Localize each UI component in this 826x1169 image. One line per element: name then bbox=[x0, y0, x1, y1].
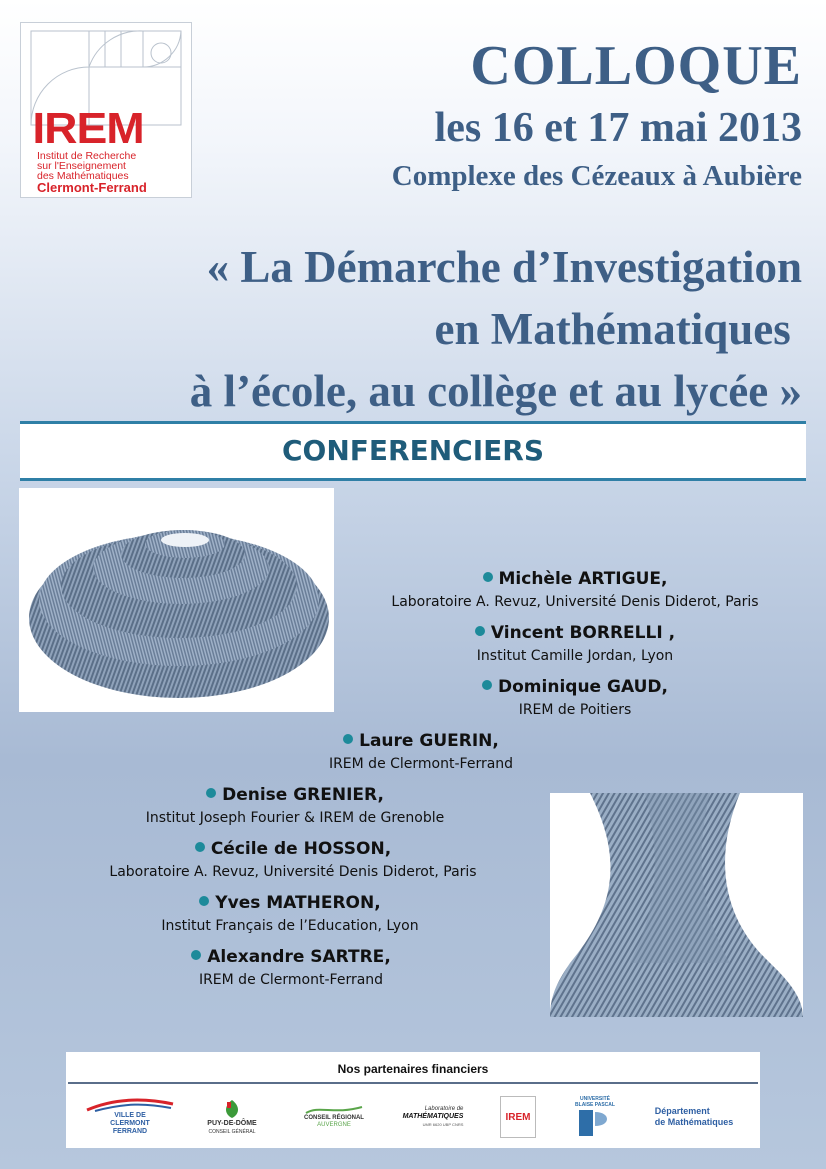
speaker-guerin bbox=[290, 729, 552, 775]
speaker-suffix: , bbox=[384, 839, 392, 859]
partner-text: BLAISE PASCAL bbox=[575, 1102, 615, 1108]
torus-image bbox=[19, 488, 334, 712]
event-theme bbox=[190, 236, 802, 422]
flat-torus-render-icon bbox=[19, 488, 334, 712]
partner-text: Laboratoire de bbox=[424, 1106, 464, 1112]
speaker-artigue bbox=[362, 567, 788, 613]
speaker-name bbox=[290, 729, 552, 753]
section-banner bbox=[20, 424, 806, 478]
speaker-suffix: , bbox=[492, 731, 499, 751]
irem-line-3: des Mathématiques bbox=[37, 170, 129, 182]
irem-line-1: Institut de Recherche bbox=[37, 150, 137, 162]
partner-ubp bbox=[558, 1092, 632, 1142]
speaker-name-text: Yves MATHERON bbox=[215, 893, 375, 913]
ubp-icon bbox=[575, 1108, 615, 1138]
bullet-icon bbox=[343, 734, 353, 744]
partners-title: Nos partenaires financiers bbox=[337, 1062, 489, 1076]
partner-irem bbox=[498, 1092, 538, 1142]
irem-city: Clermont-Ferrand bbox=[37, 180, 147, 195]
speaker-affiliation: Laboratoire A. Revuz, Université Denis Diderot, Paris bbox=[109, 864, 477, 880]
event-venue: Complexe des Cézeaux à Aubière bbox=[391, 160, 802, 192]
speaker-suffix: , bbox=[377, 785, 384, 805]
speaker-affiliation: Laboratoire A. Revuz, Université Denis Diderot, Paris bbox=[391, 594, 759, 610]
speaker-suffix: , bbox=[662, 623, 676, 643]
speaker-name-text: Michèle ARTIGUE bbox=[498, 569, 662, 589]
partner-text: IREM bbox=[505, 1111, 531, 1123]
pillar-image bbox=[550, 793, 803, 1017]
partner-text: MATHÉMATIQUES bbox=[402, 1113, 464, 1120]
partner-text: de Mathématiques bbox=[654, 1117, 734, 1127]
bullet-icon bbox=[475, 626, 485, 636]
irem-line-2: sur l'Enseignement bbox=[37, 160, 126, 172]
partner-text: VILLE DE bbox=[114, 1112, 146, 1119]
clermont-swoosh-icon bbox=[85, 1098, 175, 1112]
speaker-name bbox=[362, 567, 788, 591]
theme-line-2: en Mathématiques bbox=[434, 304, 802, 354]
bullet-icon bbox=[199, 896, 209, 906]
partner-text: UNIVERSITÉ bbox=[579, 1096, 610, 1102]
irem-subtitle bbox=[37, 151, 187, 194]
partner-lmbp bbox=[390, 1092, 476, 1142]
speaker-suffix: , bbox=[374, 893, 381, 913]
speaker-name-text: Laure GUERIN bbox=[359, 731, 493, 751]
speaker-name-text: Alexandre SARTRE bbox=[207, 947, 385, 967]
speaker-name bbox=[110, 783, 480, 807]
partner-text: FERRAND bbox=[112, 1128, 148, 1135]
speaker-name bbox=[80, 837, 506, 861]
partners-panel bbox=[66, 1052, 760, 1148]
corrugated-surface-render-icon bbox=[550, 793, 803, 1017]
speaker-matheron bbox=[140, 891, 440, 937]
partner-text: CLERMONT bbox=[110, 1120, 150, 1127]
speaker-name bbox=[160, 945, 422, 969]
bullet-icon bbox=[482, 680, 492, 690]
speaker-grenier bbox=[110, 783, 480, 829]
partner-clermont-ferrand bbox=[80, 1092, 180, 1142]
partner-text: AUVERGNE bbox=[317, 1122, 351, 1128]
irem-logo bbox=[20, 22, 192, 198]
partner-puy-de-dome bbox=[192, 1092, 272, 1142]
banner-rule-bottom bbox=[20, 478, 806, 481]
partner-auvergne bbox=[284, 1092, 384, 1142]
speaker-name-text: Cécile de HOSSON bbox=[210, 839, 385, 859]
speaker-name-text: Denise GRENIER bbox=[222, 785, 378, 805]
speaker-name bbox=[432, 621, 718, 645]
bullet-icon bbox=[195, 842, 205, 852]
speaker-name-text: Vincent BORRELLI bbox=[490, 623, 663, 643]
speaker-suffix: , bbox=[661, 677, 668, 697]
speaker-affiliation: IREM de Poitiers bbox=[518, 702, 632, 718]
speaker-affiliation: IREM de Clermont-Ferrand bbox=[198, 972, 384, 988]
speaker-suffix: , bbox=[661, 569, 668, 589]
speaker-borrelli bbox=[432, 621, 718, 667]
speaker-affiliation: Institut Joseph Fourier & IREM de Grenoble bbox=[145, 810, 445, 826]
speaker-affiliation: IREM de Clermont-Ferrand bbox=[328, 756, 514, 772]
partners-divider bbox=[68, 1082, 758, 1084]
irem-mini-icon bbox=[500, 1096, 536, 1138]
partner-text: CONSEIL RÉGIONAL bbox=[304, 1115, 364, 1121]
partner-text: UMR 6620 UBP CNRS bbox=[422, 1122, 464, 1127]
bullet-icon bbox=[191, 950, 201, 960]
section-title: CONFERENCIERS bbox=[282, 434, 544, 467]
speaker-sartre bbox=[160, 945, 422, 991]
event-dates: les 16 et 17 mai 2013 bbox=[434, 105, 802, 151]
partner-text: CONSEIL GÉNÉRAL bbox=[208, 1129, 256, 1135]
speaker-name bbox=[432, 675, 718, 699]
speaker-gaud bbox=[432, 675, 718, 721]
auvergne-wave-icon bbox=[304, 1105, 364, 1115]
speaker-suffix: , bbox=[384, 947, 391, 967]
departement-icon bbox=[655, 1106, 734, 1128]
event-title: COLLOQUE bbox=[470, 35, 802, 97]
speaker-affiliation: Institut Camille Jordan, Lyon bbox=[476, 648, 674, 664]
irem-acronym: IREM bbox=[32, 104, 144, 153]
theme-line-1: « La Démarche d’Investigation bbox=[206, 242, 802, 292]
bullet-icon bbox=[483, 572, 493, 582]
speaker-name bbox=[140, 891, 440, 915]
partner-text: Département bbox=[654, 1106, 710, 1116]
theme-line-3: à l’école, au collège et au lycée » bbox=[189, 366, 802, 416]
speaker-hosson bbox=[80, 837, 506, 883]
speaker-affiliation: Institut Français de l’Education, Lyon bbox=[161, 918, 419, 934]
bullet-icon bbox=[206, 788, 216, 798]
partner-departement bbox=[646, 1092, 742, 1142]
speaker-name-text: Dominique GAUD bbox=[498, 677, 662, 697]
partner-text: PUY-DE-DÔME bbox=[207, 1120, 257, 1127]
puy-de-dome-leaf-icon bbox=[222, 1098, 242, 1120]
